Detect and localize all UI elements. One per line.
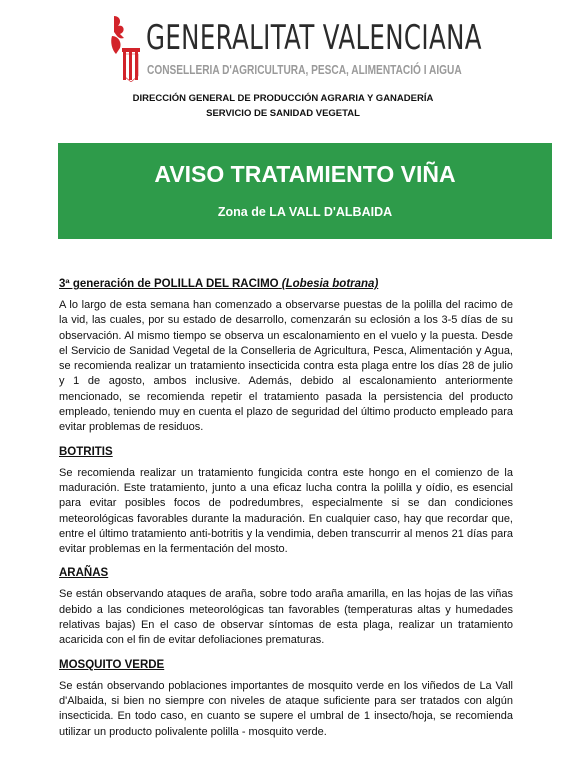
- section-mosquito-verde: [59, 659, 513, 740]
- main-content: [59, 278, 513, 750]
- section-heading: MOSQUITO VERDE: [59, 658, 165, 671]
- section-botritis: [59, 446, 513, 558]
- section-body: Se están observando ataques de araña, sobre todo araña amarilla, en las hojas de las viñas debido a las condiciones meteorológicas tan favorables (temperaturas altas y humedades relativas bajas) En el caso de observar síntomas de esta plaga, realizar un tratamiento acaricida con el fin de evitar defoliaciones prematuras.: [59, 588, 513, 647]
- dept-line-1: DIRECCIÓN GENERAL DE PRODUCCIÓN AGRARIA Y GANADERÍA: [132, 93, 434, 104]
- section-polilla: [59, 278, 513, 436]
- section-body: A lo largo de esta semana han comenzado a observarse puestas de la polilla del racimo de la vid, las cuales, por su estado de desarrollo, comenzarán su eclosión a los 3-5 días de su observación. Al mismo tiempo se observa un escalonamiento en el vuelo y la puesta. Desde el Servicio de Sanidad Vegetal de la Conselleria de Agricultura, Pesca, Alimentación y Agua, se recomienda realizar un tratamiento insecticida contra esta plaga entre los días 28 de julio y 1 de agosto, ambos inclusive. Además, debido al escalonamiento anteriormente mencionado, se recomienda repetir el tratamiento pasada la persistencia del producto empleado, teniendo muy en cuenta el plazo de seguridad del último producto empleado para evitar problemas de residuos.: [59, 299, 513, 434]
- page-title: AVISO TRATAMIENTO VIÑA: [154, 161, 456, 187]
- title-banner: [58, 143, 552, 239]
- section-heading-text: 3ª generación de POLILLA DEL RACIMO: [59, 278, 279, 290]
- section-heading: BOTRITIS: [59, 445, 113, 458]
- section-body: Se están observando poblaciones importantes de mosquito verde en los viñedos de La Vall d'Albaida, si bien no siempre con niveles de ataque suficiente para ser tratados con algún insecticida. En todo caso, en cuanto se supere el umbral de 1 insecto/hoja, se recomienda utilizar un producto polivalente polilla - mosquito verde.: [59, 679, 513, 738]
- section-heading-latin: (Lobesia botrana): [281, 278, 379, 290]
- section-heading: [59, 278, 513, 290]
- zone-subtitle: Zona de LA VALL D'ALBAIDA: [217, 205, 393, 219]
- org-subtitle: CONSELLERIA D'AGRICULTURA, PESCA, ALIMENTACIÓ I AIGUA: [147, 62, 462, 77]
- coat-of-arms-icon: [110, 14, 142, 82]
- generalitat-logo: [110, 14, 482, 82]
- org-name: GENERALITAT VALENCIANA: [146, 18, 482, 58]
- section-heading: ARAÑAS: [59, 567, 109, 580]
- dept-line-2: SERVICIO DE SANIDAD VEGETAL: [206, 108, 360, 119]
- section-body: Se recomienda realizar un tratamiento fungicida contra este hongo en el comienzo de la maduración. Este tratamiento, junto a una eficaz lucha contra la polilla y oídio, es esencial para evitar posibles focos de podredumbres, especialmente si se dan condiciones meteorológicas favorables durante la maduración. En cualquier caso, hay que recordar que, entre el último tratamiento anti-botritis y la vendimia, deben transcurrir al menos 21 días para evitar problemas en la fermentación del mosto.: [59, 466, 513, 556]
- section-aranas: [59, 567, 513, 648]
